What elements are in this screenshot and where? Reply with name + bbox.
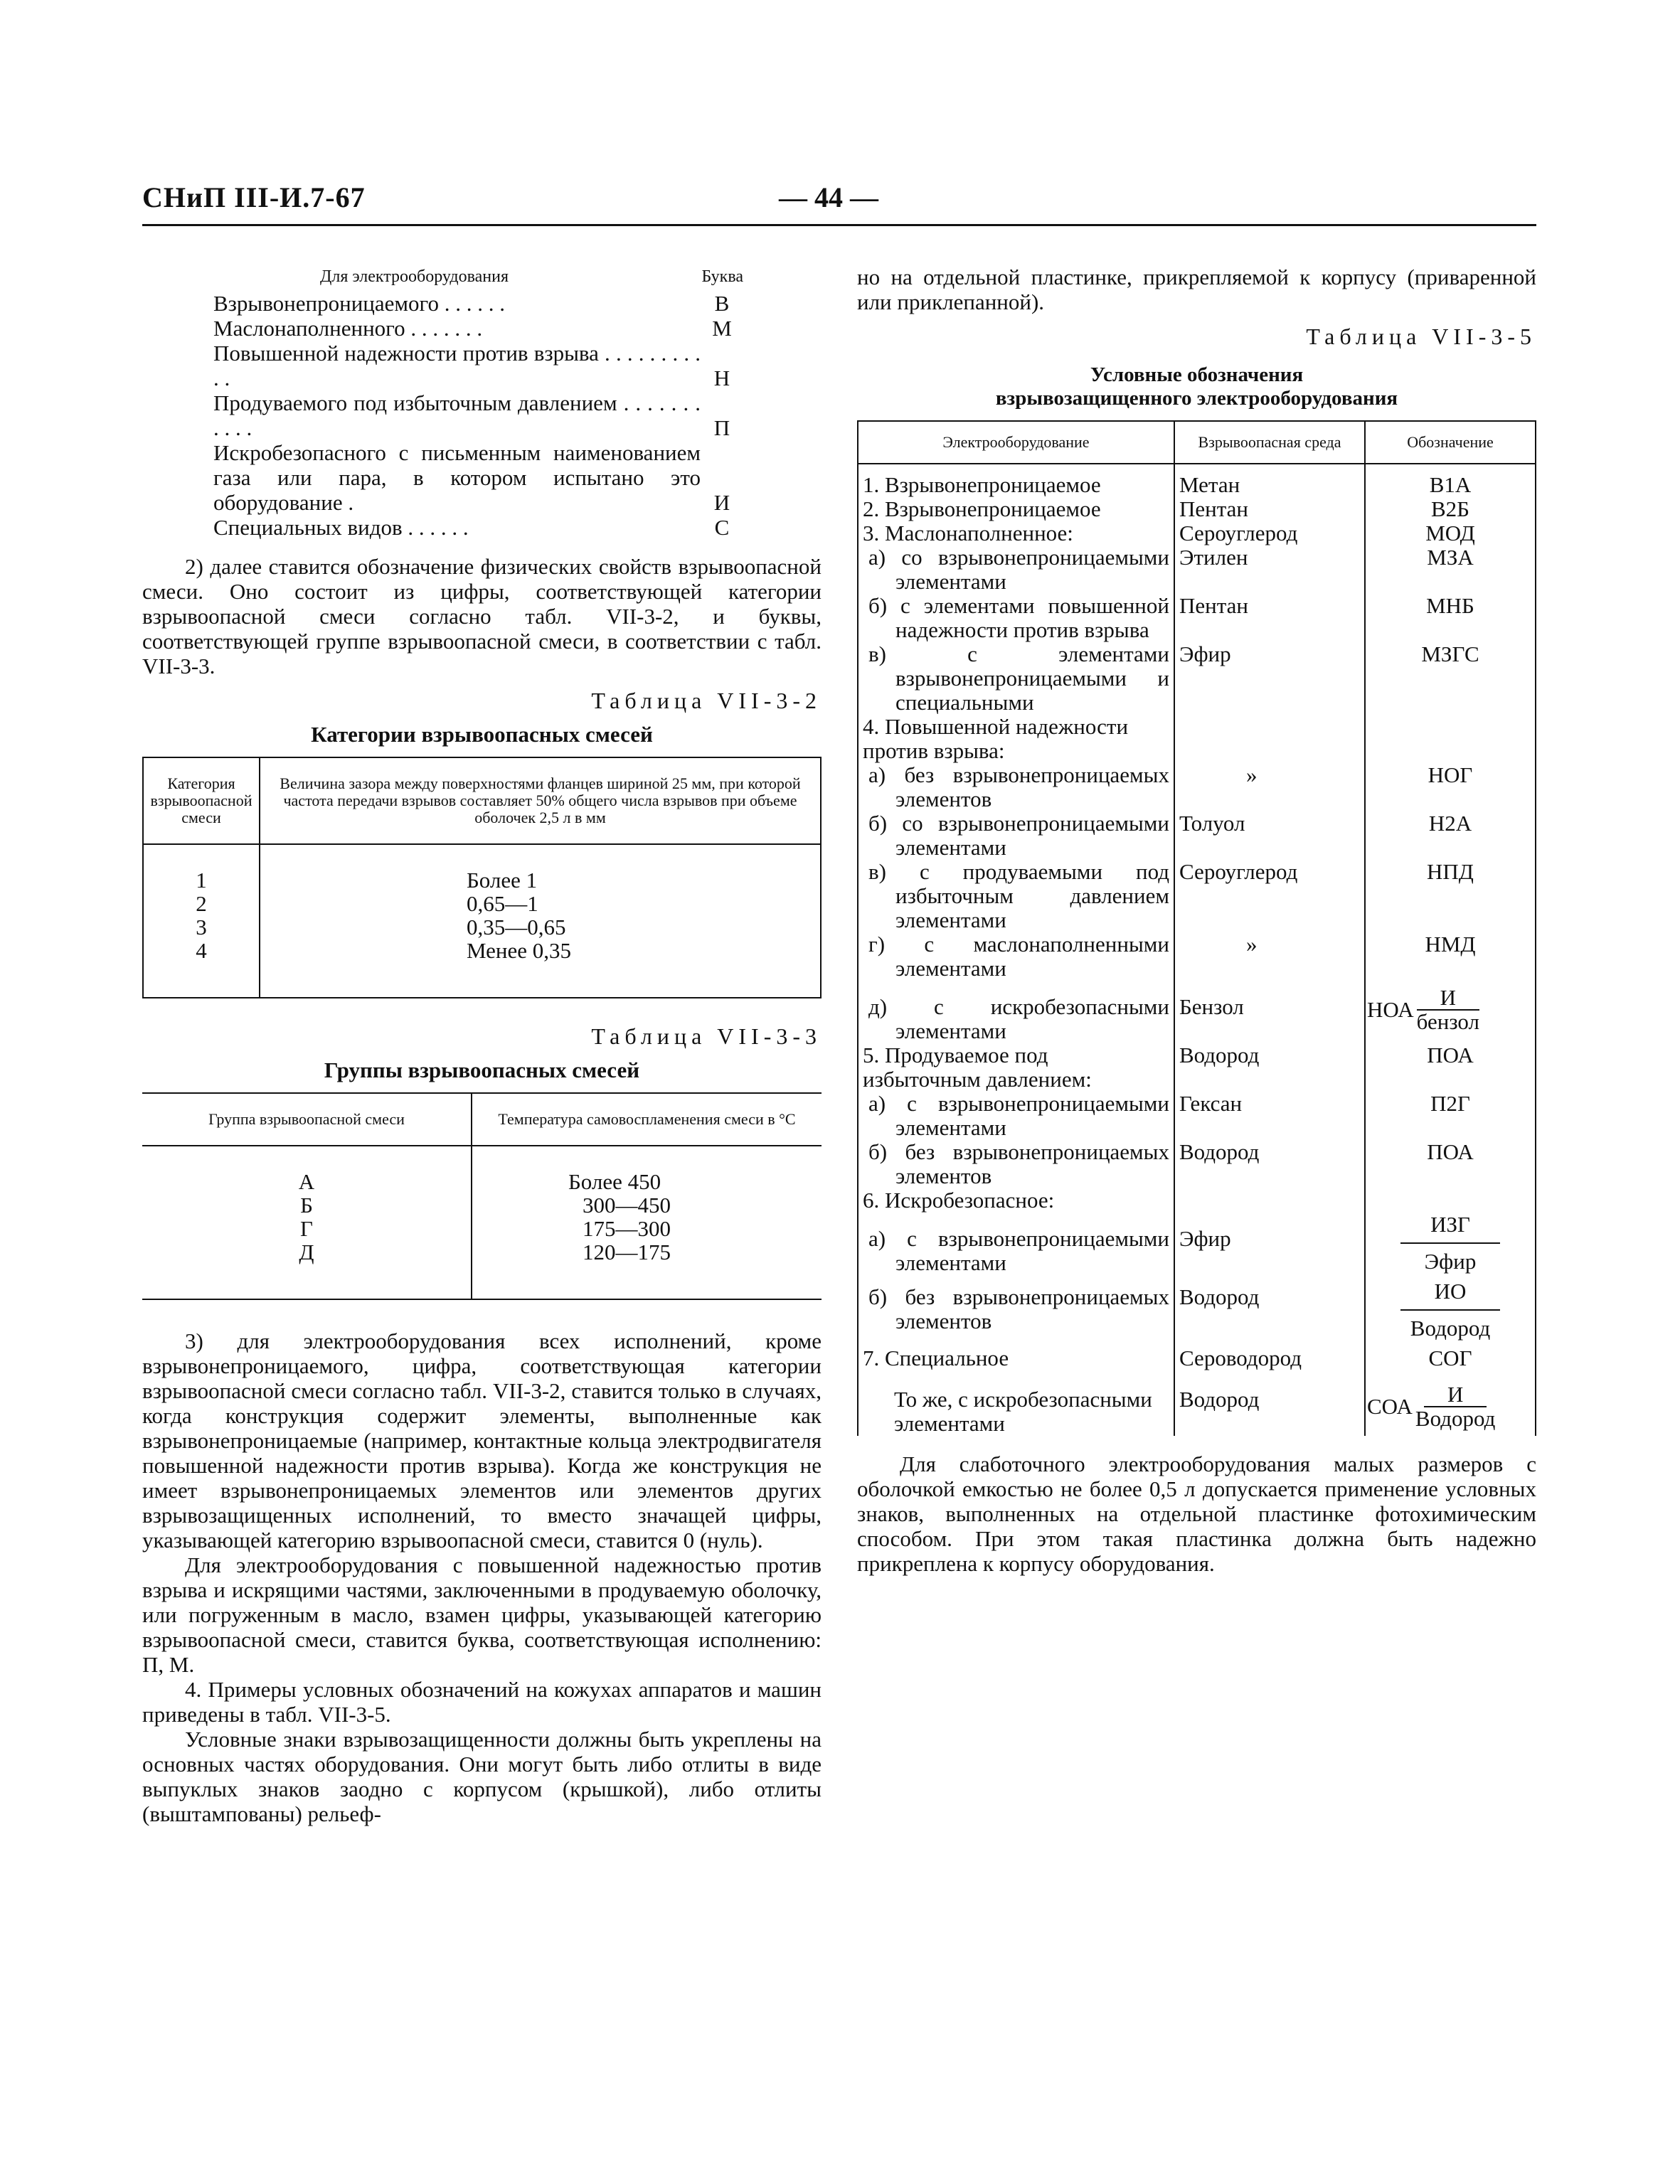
fraction-code	[1367, 1383, 1498, 1430]
table-2	[142, 757, 822, 998]
eq-cell: а) с взрывонепроницаемыми элементами	[868, 1091, 1169, 1140]
env-cell: »	[1174, 932, 1365, 981]
table-2-cell-gap: 0,65—1	[260, 892, 821, 915]
eq-cell: 5. Продуваемое под избыточным давлением:	[858, 1043, 1174, 1092]
table-row	[858, 715, 1536, 763]
table-row	[142, 1193, 822, 1217]
paragraph-continued: но на отдельной пластинке, прикрепляемой к корпусу (приваренной или приклепанной).	[857, 265, 1536, 314]
eq-cell: а) со взрывонепроницаемыми элементами	[868, 545, 1169, 594]
table-row	[143, 844, 821, 892]
letters-row-text: Специальных видов . . . . . .	[213, 515, 469, 540]
env-cell: Этилен	[1174, 545, 1365, 594]
table-row	[858, 763, 1536, 811]
code-cell: МЗА	[1365, 545, 1536, 594]
table-2-cell-category: 2	[143, 892, 260, 915]
table-2-cell-category: 1	[143, 844, 260, 892]
code-cell: Н2А	[1365, 811, 1536, 860]
letters-row-text: Продуваемого под избыточным давлением . . . . . . . . . . .	[213, 390, 701, 440]
paragraph-5: 4. Примеры условных обозначений на кожухах аппаратов и машин приведены в табл. VII-3-5.	[142, 1677, 822, 1727]
table-row	[143, 892, 821, 915]
table-5-caption: Таблица VII-3-5	[1306, 324, 1536, 349]
code-numerator: И	[1424, 1383, 1487, 1407]
paragraph-2: 2) далее ставится обозначение физических свойств взрывоопасной смеси. Оно состоит из цифры, соответствующей категории взрывоопасной смеси согласно табл. VII-3-2, и буквы, соответствующей группе взрывоопасной смеси, в соответствии с табл. VII-3-3.	[142, 554, 822, 678]
table-row	[143, 939, 821, 998]
code-cell: НПД	[1365, 860, 1536, 932]
letters-row	[213, 291, 743, 316]
env-cell: Сероуглерод	[1174, 860, 1365, 932]
env-cell: Эфир	[1174, 642, 1365, 715]
fraction-code	[1400, 1279, 1500, 1341]
table-5-header-environment: Взрывоопасная среда	[1174, 421, 1365, 464]
eq-cell: г) с маслонаполненными элементами	[868, 932, 1169, 981]
table-row	[858, 1341, 1536, 1370]
table-5-title	[857, 363, 1536, 410]
code-denominator: бензол	[1416, 1009, 1479, 1034]
code-cell: МОД	[1365, 521, 1536, 545]
right-column	[857, 265, 1536, 1576]
table-5-header-equipment: Электрооборудование	[858, 421, 1174, 464]
table-5-header-designation: Обозначение	[1365, 421, 1536, 464]
env-cell: Сероводород	[1174, 1341, 1365, 1370]
letters-list-header	[213, 265, 743, 289]
table-row	[858, 1043, 1536, 1092]
env-cell: Метан	[1174, 464, 1365, 497]
code-denominator: Водород	[1410, 1316, 1491, 1341]
paragraph-4: Для электрооборудования с повышенной надежностью против взрыва и искрящими частями, заключенными в продуваемую оболочку, или погруженным в масло, взамен цифры, указывающей категорию взрывоопасной смеси, ставится буква, соответствующая исполнению: П, М.	[142, 1552, 822, 1677]
paragraph-6: Условные знаки взрывозащищенности должны быть укреплены на основных частях оборудования. Они могут быть либо отлиты в виде выпуклых знаков заодно с корпусом (крышкой), либо отлиты (выштампованы) рельеф-	[142, 1727, 822, 1826]
table-3-cell-temperature: 300—450	[472, 1193, 822, 1217]
table-3-header-group: Группа взрывоопасной смеси	[142, 1093, 472, 1146]
letters-row-letter: В	[714, 291, 730, 316]
table-row	[858, 1213, 1536, 1275]
env-cell: Водород	[1174, 1043, 1365, 1092]
table-row	[858, 497, 1536, 521]
code-cell	[1365, 1213, 1536, 1275]
letters-row-text: Искробезопасного с письменным наименованием газа или пара, в котором испытано это оборудование .	[213, 440, 701, 515]
table-2-cell-gap: Более 1	[260, 844, 821, 892]
eq-cell: 1. Взрывонепроницаемое	[858, 464, 1174, 497]
table-2-cell-category: 3	[143, 915, 260, 939]
letters-row	[213, 390, 743, 440]
table-3-header-temperature: Температура самовоспламенения смеси в °С	[472, 1093, 822, 1146]
table-3-cell-group: Б	[300, 1193, 313, 1218]
table-row	[858, 642, 1536, 715]
code-cell: В1А	[1365, 464, 1536, 497]
table-row	[858, 545, 1536, 594]
table-row	[858, 594, 1536, 642]
table-3-cell-group: Г	[300, 1216, 313, 1241]
code-cell: НМД	[1365, 932, 1536, 981]
code-cell: МЗГС	[1365, 642, 1536, 715]
code-numerator: И	[1417, 986, 1479, 1011]
table-row	[142, 1217, 822, 1240]
table-2-cell-gap: Менее 0,35	[260, 939, 821, 998]
left-column	[142, 265, 822, 1826]
table-5-title-line-2: взрывозащищенного электрооборудования	[995, 387, 1398, 410]
table-2-header-category: Категория взрывоопасной смеси	[143, 757, 260, 844]
letters-row-letter: М	[712, 316, 732, 341]
eq-cell: д) с искробезопасными элементами	[868, 994, 1169, 1043]
letters-row-letter: Н	[713, 366, 730, 390]
code-cell: СОГ	[1365, 1341, 1536, 1370]
env-cell: Эфир	[1174, 1213, 1365, 1275]
env-cell: »	[1174, 763, 1365, 811]
code-numerator: ИЗГ	[1400, 1213, 1500, 1244]
table-3-cell-group: А	[298, 1169, 315, 1194]
table-2-cell-gap: 0,35—0,65	[260, 915, 821, 939]
table-row	[858, 464, 1536, 497]
paragraph-closing: Для слаботочного электрооборудования малых размеров с оболочкой емкостью не более 0,5 л допускается применение условных знаков, выполненных на отдельной пластинке фотохимическим способом. При этом такая пластинка должна быть надежно прикреплена к корпусу оборудования.	[857, 1451, 1536, 1576]
fraction-code	[1400, 1213, 1500, 1274]
letters-row-text: Повышенной надежности против взрыва . . . . . . . . . . .	[213, 341, 701, 390]
table-row	[858, 1092, 1536, 1140]
table-2-title: Категории взрывоопасных смесей	[311, 722, 653, 747]
table-row	[858, 1275, 1536, 1341]
col-letter-label: Буква	[701, 267, 743, 286]
table-3-cell-temperature: Более 450	[472, 1146, 822, 1193]
table-row	[142, 1240, 822, 1299]
table-3	[142, 1092, 822, 1300]
table-row	[858, 1370, 1536, 1436]
table-3-caption: Таблица VII-3-3	[591, 1023, 822, 1049]
eq-cell: б) без взрывонепроницаемых элементов	[868, 1139, 1169, 1188]
table-row	[143, 915, 821, 939]
letters-row	[213, 341, 743, 390]
letters-row	[213, 440, 743, 515]
env-cell: Водород	[1174, 1370, 1365, 1436]
table-3-title: Группы взрывоопасных смесей	[324, 1058, 640, 1082]
code-cell: В2Б	[1365, 497, 1536, 521]
code-cell: ПОА	[1365, 1140, 1536, 1188]
col-equipment-label: Для электрооборудования	[320, 267, 509, 286]
eq-cell: б) без взрывонепроницаемых элементов	[868, 1284, 1169, 1333]
code-base: СОА	[1367, 1394, 1413, 1419]
table-row	[858, 1140, 1536, 1188]
env-cell: Водород	[1174, 1275, 1365, 1341]
letters-row-text: Взрывонепроницаемого . . . . . .	[213, 291, 505, 316]
letters-row-letter: П	[713, 415, 730, 440]
code-cell: П2Г	[1365, 1092, 1536, 1140]
env-cell: Пентан	[1174, 497, 1365, 521]
table-row	[858, 932, 1536, 981]
eq-cell: 3. Маслонаполненное:	[858, 521, 1174, 545]
table-row	[858, 521, 1536, 545]
fraction-code	[1367, 986, 1482, 1033]
page-number: — 44 —	[779, 181, 878, 213]
table-5	[857, 420, 1536, 1436]
table-row	[858, 981, 1536, 1043]
eq-cell: б) со взрывонепроницаемыми элементами	[868, 811, 1169, 860]
code-cell	[1365, 1370, 1536, 1436]
code-denominator: Водород	[1415, 1406, 1496, 1431]
table-3-cell-temperature: 120—175	[472, 1240, 822, 1299]
header-rule	[142, 224, 1536, 226]
env-cell: Толуол	[1174, 811, 1365, 860]
table-2-header-gap: Величина зазора между поверхностями фланцев шириной 25 мм, при которой частота передачи взрывов составляет 50% общего числа взрывов при объеме оболочек 2,5 л в мм	[260, 757, 821, 844]
table-2-caption: Таблица VII-3-2	[591, 688, 822, 713]
code-cell: НОГ	[1365, 763, 1536, 811]
env-cell: Гексан	[1174, 1092, 1365, 1140]
table-3-cell-group: Д	[142, 1240, 472, 1299]
letters-row	[213, 316, 743, 341]
eq-cell: в) с продуваемыми под избыточным давлением элементами	[868, 859, 1169, 932]
paragraph-3: 3) для электрооборудования всех исполнений, кроме взрывонепроницаемого, цифра, соответствующая категории взрывоопасной смеси согласно табл. VII-3-2, ставится только в случаях, когда конструкция содержит элементы, выполненные как взрывонепроницаемые (например, контактные кольца электродвигателя повышенной надежности против взрыва). Когда же конструкция не имеет взрывонепроницаемых элементов или элементов других взрывозащищенных исполнений, то вместо значащей цифры, указывающей категорию взрывоопасной смеси, ставится 0 (нуль).	[142, 1328, 822, 1552]
eq-cell: а) с взрывонепроницаемыми элементами	[868, 1226, 1169, 1275]
code-cell	[1365, 1275, 1536, 1341]
table-row	[142, 1146, 822, 1193]
eq-cell: 4. Повышенной надежности против взрыва:	[858, 715, 1174, 763]
table-3-cell-temperature: 175—300	[472, 1217, 822, 1240]
eq-cell: То же, с искробезопасными элементами	[858, 1370, 1174, 1436]
code-denominator: Эфир	[1424, 1249, 1477, 1274]
letters-row-letter: С	[714, 515, 730, 540]
code-cell: ПОА	[1365, 1043, 1536, 1092]
code-cell: МНБ	[1365, 594, 1536, 642]
table-row	[858, 860, 1536, 932]
letters-row-text: Маслонаполненного . . . . . . .	[213, 316, 483, 341]
eq-cell: 2. Взрывонепроницаемое	[858, 497, 1174, 521]
env-cell: Водород	[1174, 1140, 1365, 1188]
table-row	[858, 1188, 1536, 1213]
eq-cell: 7. Специальное	[858, 1341, 1174, 1370]
letters-row	[213, 515, 743, 540]
table-5-title-line-1: Условные обозначения	[1090, 363, 1304, 386]
letters-row-letter: И	[713, 490, 730, 515]
document-code: СНиП III-И.7-67	[142, 181, 366, 213]
code-base: НОА	[1367, 997, 1414, 1022]
code-numerator: ИО	[1400, 1279, 1500, 1311]
code-cell	[1365, 981, 1536, 1043]
letters-list	[213, 265, 743, 540]
env-cell: Бензол	[1174, 981, 1365, 1043]
env-cell: Пентан	[1174, 594, 1365, 642]
env-cell: Сероуглерод	[1174, 521, 1365, 545]
table-row	[858, 811, 1536, 860]
table-2-cell-category: 4	[143, 939, 260, 998]
eq-cell: 6. Искробезопасное:	[858, 1188, 1174, 1213]
eq-cell: в) с элементами взрывонепроницаемыми и специальными	[868, 641, 1169, 715]
eq-cell: а) без взрывонепроницаемых элементов	[868, 762, 1169, 811]
eq-cell: б) с элементами повышенной надежности против взрыва	[868, 593, 1169, 642]
